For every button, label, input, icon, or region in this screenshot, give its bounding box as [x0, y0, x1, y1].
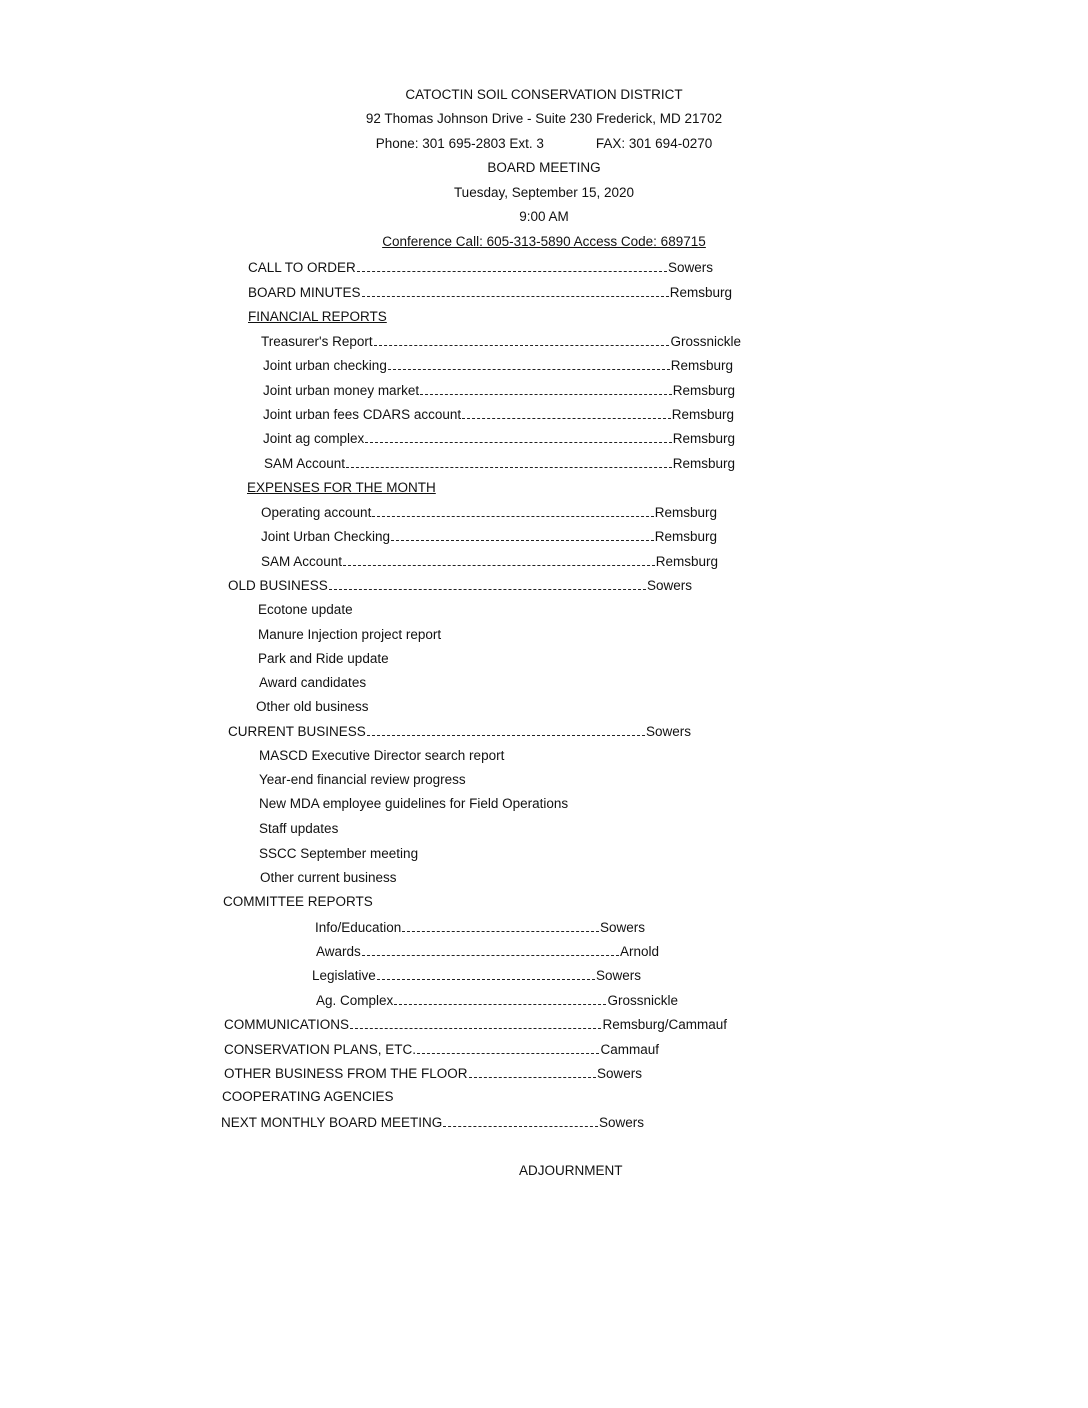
presenter: Cammauf — [600, 1041, 659, 1057]
presenter: Remsburg/Cammauf — [602, 1016, 727, 1032]
meeting-date: Tuesday, September 15, 2020 — [453, 185, 635, 200]
agenda-call-to-order — [248, 258, 713, 276]
current-business-item: New MDA employee guidelines for Field Operations — [259, 796, 569, 811]
current-business-item: Other current business — [260, 870, 397, 885]
agenda-label: Treasurer's Report — [261, 333, 373, 349]
presenter: Sowers — [599, 919, 645, 935]
leader-line — [388, 361, 670, 370]
leader-line — [391, 532, 654, 541]
leader-line — [462, 410, 671, 419]
presenter: Remsburg — [654, 504, 717, 520]
presenter: Remsburg — [672, 455, 735, 471]
adjournment: ADJOURNMENT — [519, 1163, 623, 1178]
org-address: 92 Thomas Johnson Drive - Suite 230 Frederick, MD 21702 — [365, 111, 723, 126]
current-business-item: MASCD Executive Director search report — [259, 748, 505, 763]
agenda-board-minutes — [248, 283, 732, 301]
financial-item — [263, 356, 733, 374]
presenter: Remsburg — [654, 528, 717, 544]
agenda-label: NEXT MONTHLY BOARD MEETING — [221, 1114, 443, 1130]
presenter: Remsburg — [672, 382, 735, 398]
agenda-label: Ag. Complex — [316, 992, 394, 1008]
agenda-current-business — [228, 722, 691, 740]
agenda-label: SAM Account — [261, 553, 343, 569]
agenda-label: SAM Account — [264, 455, 346, 471]
org-name: CATOCTIN SOIL CONSERVATION DISTRICT — [405, 87, 683, 102]
agenda-label: Info/Education — [315, 919, 402, 935]
committee-item — [316, 942, 659, 960]
contact-line — [0, 136, 1088, 151]
presenter: Sowers — [646, 577, 692, 593]
leader-line — [346, 459, 672, 468]
current-business-item: SSCC September meeting — [259, 846, 419, 861]
presenter: Sowers — [645, 723, 691, 739]
agenda-label: OLD BUSINESS — [228, 577, 328, 593]
leader-line — [417, 1045, 599, 1054]
presenter: Grossnickle — [670, 333, 741, 349]
leader-line — [402, 923, 599, 932]
leader-line — [362, 947, 619, 956]
old-business-item: Ecotone update — [258, 602, 353, 617]
financial-item — [261, 332, 741, 350]
leader-line — [420, 386, 672, 395]
old-business-item: Manure Injection project report — [258, 627, 442, 642]
agenda-cooperating-agencies: COOPERATING AGENCIES — [222, 1089, 394, 1104]
presenter: Remsburg — [669, 284, 732, 300]
financial-reports-heading: FINANCIAL REPORTS — [248, 309, 387, 324]
leader-line — [377, 971, 595, 980]
agenda-label: CALL TO ORDER — [248, 259, 356, 275]
presenter: Sowers — [598, 1114, 644, 1130]
financial-item — [263, 405, 734, 423]
leader-line — [372, 508, 653, 517]
leader-line — [469, 1069, 596, 1078]
presenter: Remsburg — [670, 357, 733, 373]
expenses-heading: EXPENSES FOR THE MONTH — [247, 480, 436, 495]
meeting-time: 9:00 AM — [519, 209, 569, 224]
phone-number: Phone: 301 695-2803 Ext. 3 — [375, 136, 544, 151]
expense-item — [261, 552, 718, 570]
presenter: Grossnickle — [607, 992, 678, 1008]
financial-item — [263, 429, 735, 447]
leader-line — [394, 996, 606, 1005]
agenda-label: COMMUNICATIONS — [224, 1016, 349, 1032]
meeting-title: BOARD MEETING — [487, 160, 601, 175]
fax-number: FAX: 301 694-0270 — [595, 136, 713, 151]
expense-item — [261, 527, 717, 545]
committee-item — [315, 918, 645, 936]
agenda-label: Legislative — [312, 967, 376, 983]
agenda-label: BOARD MINUTES — [248, 284, 361, 300]
old-business-item: Award candidates — [259, 675, 367, 690]
agenda-conservation-plans — [224, 1040, 659, 1058]
leader-line — [374, 337, 670, 346]
agenda-other-business — [224, 1064, 642, 1082]
leader-line — [329, 581, 646, 590]
agenda-label: CONSERVATION PLANS, ETC. — [224, 1041, 417, 1057]
leader-line — [350, 1020, 601, 1029]
leader-line — [365, 434, 671, 443]
committee-item — [316, 991, 678, 1009]
conference-call — [0, 234, 1088, 249]
leader-line — [443, 1118, 598, 1127]
agenda-label: OTHER BUSINESS FROM THE FLOOR — [224, 1065, 468, 1081]
agenda-label: CURRENT BUSINESS — [228, 723, 366, 739]
presenter: Remsburg — [672, 430, 735, 446]
agenda-label: Joint urban fees CDARS account — [263, 406, 462, 422]
committee-reports-heading: COMMITTEE REPORTS — [223, 894, 373, 909]
financial-item — [264, 454, 735, 472]
agenda-label: Joint urban money market — [263, 382, 420, 398]
old-business-item: Park and Ride update — [258, 651, 389, 666]
presenter: Sowers — [595, 967, 641, 983]
presenter: Sowers — [667, 259, 713, 275]
presenter: Remsburg — [655, 553, 718, 569]
leader-line — [367, 727, 645, 736]
agenda-old-business — [228, 576, 692, 594]
agenda-label: Joint Urban Checking — [261, 528, 391, 544]
old-business-item: Other old business — [256, 699, 369, 714]
conference-call-text: Conference Call: 605-313-5890 Access Code: 689715 — [382, 234, 706, 249]
agenda-label: Awards — [316, 943, 361, 959]
committee-item — [312, 966, 641, 984]
leader-line — [343, 557, 655, 566]
expense-item — [261, 503, 717, 521]
leader-line — [357, 263, 667, 272]
current-business-item: Staff updates — [259, 821, 339, 836]
leader-line — [362, 288, 669, 297]
agenda-next-meeting — [221, 1113, 644, 1131]
presenter: Arnold — [619, 943, 659, 959]
agenda-communications — [224, 1015, 727, 1033]
financial-item — [263, 381, 735, 399]
agenda-label: Joint ag complex — [263, 430, 365, 446]
agenda-label: Joint urban checking — [263, 357, 387, 373]
presenter: Sowers — [596, 1065, 642, 1081]
agenda-label: Operating account — [261, 504, 372, 520]
current-business-item: Year-end financial review progress — [259, 772, 466, 787]
presenter: Remsburg — [671, 406, 734, 422]
